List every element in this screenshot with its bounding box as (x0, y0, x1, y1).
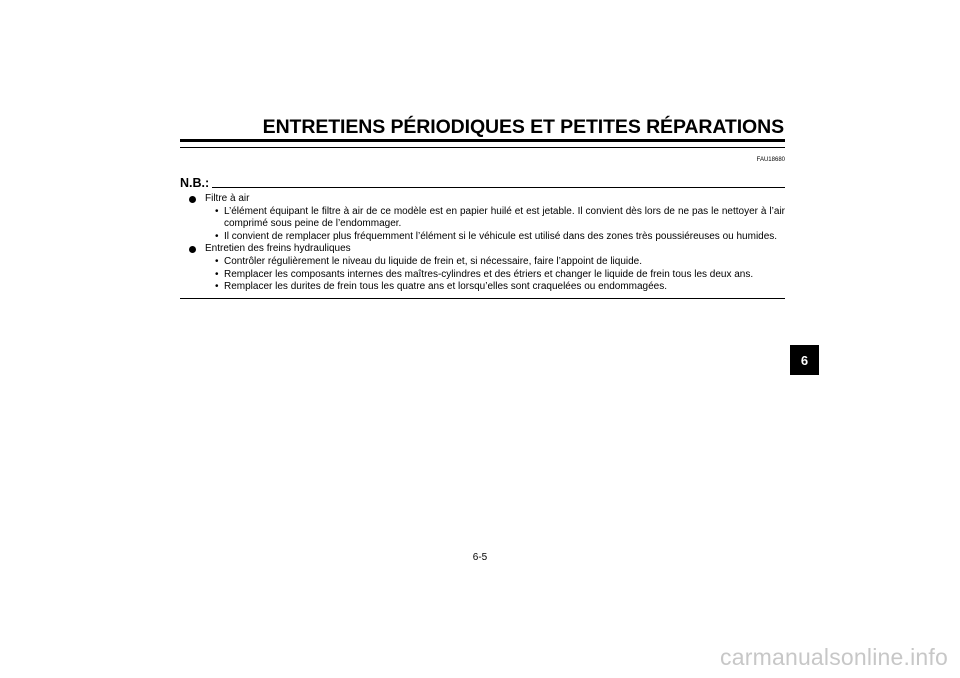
list-item-text: Remplacer les durites de frein tous les quatre ans et lorsqu’elles sont craquelées ou endommagées. (224, 281, 668, 293)
list-item (215, 269, 785, 282)
bullet-icon: • (215, 230, 219, 242)
chapter-tab (790, 345, 819, 375)
bullet-icon: • (215, 268, 219, 280)
list-item (215, 281, 785, 294)
page-header (180, 116, 785, 148)
note-end-rule (180, 298, 785, 299)
bullet-icon: • (215, 255, 219, 267)
page-title: ENTRETIENS PÉRIODIQUES ET PETITES RÉPARATIONS (262, 116, 784, 138)
list-item-text: Remplacer les composants internes des maîtres-cylindres et des étriers et changer le liquide de frein tous les deux ans. (224, 268, 754, 280)
note-body (180, 190, 785, 294)
list-item-text: Contrôler régulièrement le niveau du liquide de frein et, si nécessaire, faire l’appoint de liquide. (224, 255, 643, 267)
sub-list (205, 256, 785, 294)
note-block (180, 177, 785, 299)
chapter-number: 6 (800, 352, 809, 368)
list-item (215, 256, 785, 269)
bullet-dot-icon (189, 246, 196, 253)
document-code: FAU18680 (756, 157, 785, 163)
watermark: carmanualsonline.info (720, 644, 948, 670)
note-topic-air-filter (180, 193, 785, 243)
list-item-text: Il convient de remplacer plus fréquemment l’élément si le véhicule est utilisé dans des zones très poussiéreuses ou humides. (224, 230, 778, 242)
topic-title: Filtre à air (205, 193, 250, 204)
note-header (180, 177, 785, 190)
sub-list (205, 206, 785, 244)
title-rule (180, 139, 785, 148)
topic-title: Entretien des freins hydrauliques (205, 243, 351, 255)
page-number: 6-5 (472, 552, 488, 563)
list-item (215, 206, 785, 231)
bullet-icon: • (215, 281, 219, 293)
note-label: N.B.: (180, 176, 210, 190)
list-item-text: L’élément équipant le filtre à air de ce modèle est en papier huilé et est jetable. Il convient dès lors de ne pas le nettoyer à l’air comprimé sous peine de l’endommager. (224, 205, 785, 230)
bullet-dot-icon (189, 196, 196, 203)
bullet-icon: • (215, 205, 219, 217)
note-header-rule (212, 187, 785, 188)
note-topic-hydraulic-brakes (180, 243, 785, 293)
list-item (215, 231, 785, 244)
